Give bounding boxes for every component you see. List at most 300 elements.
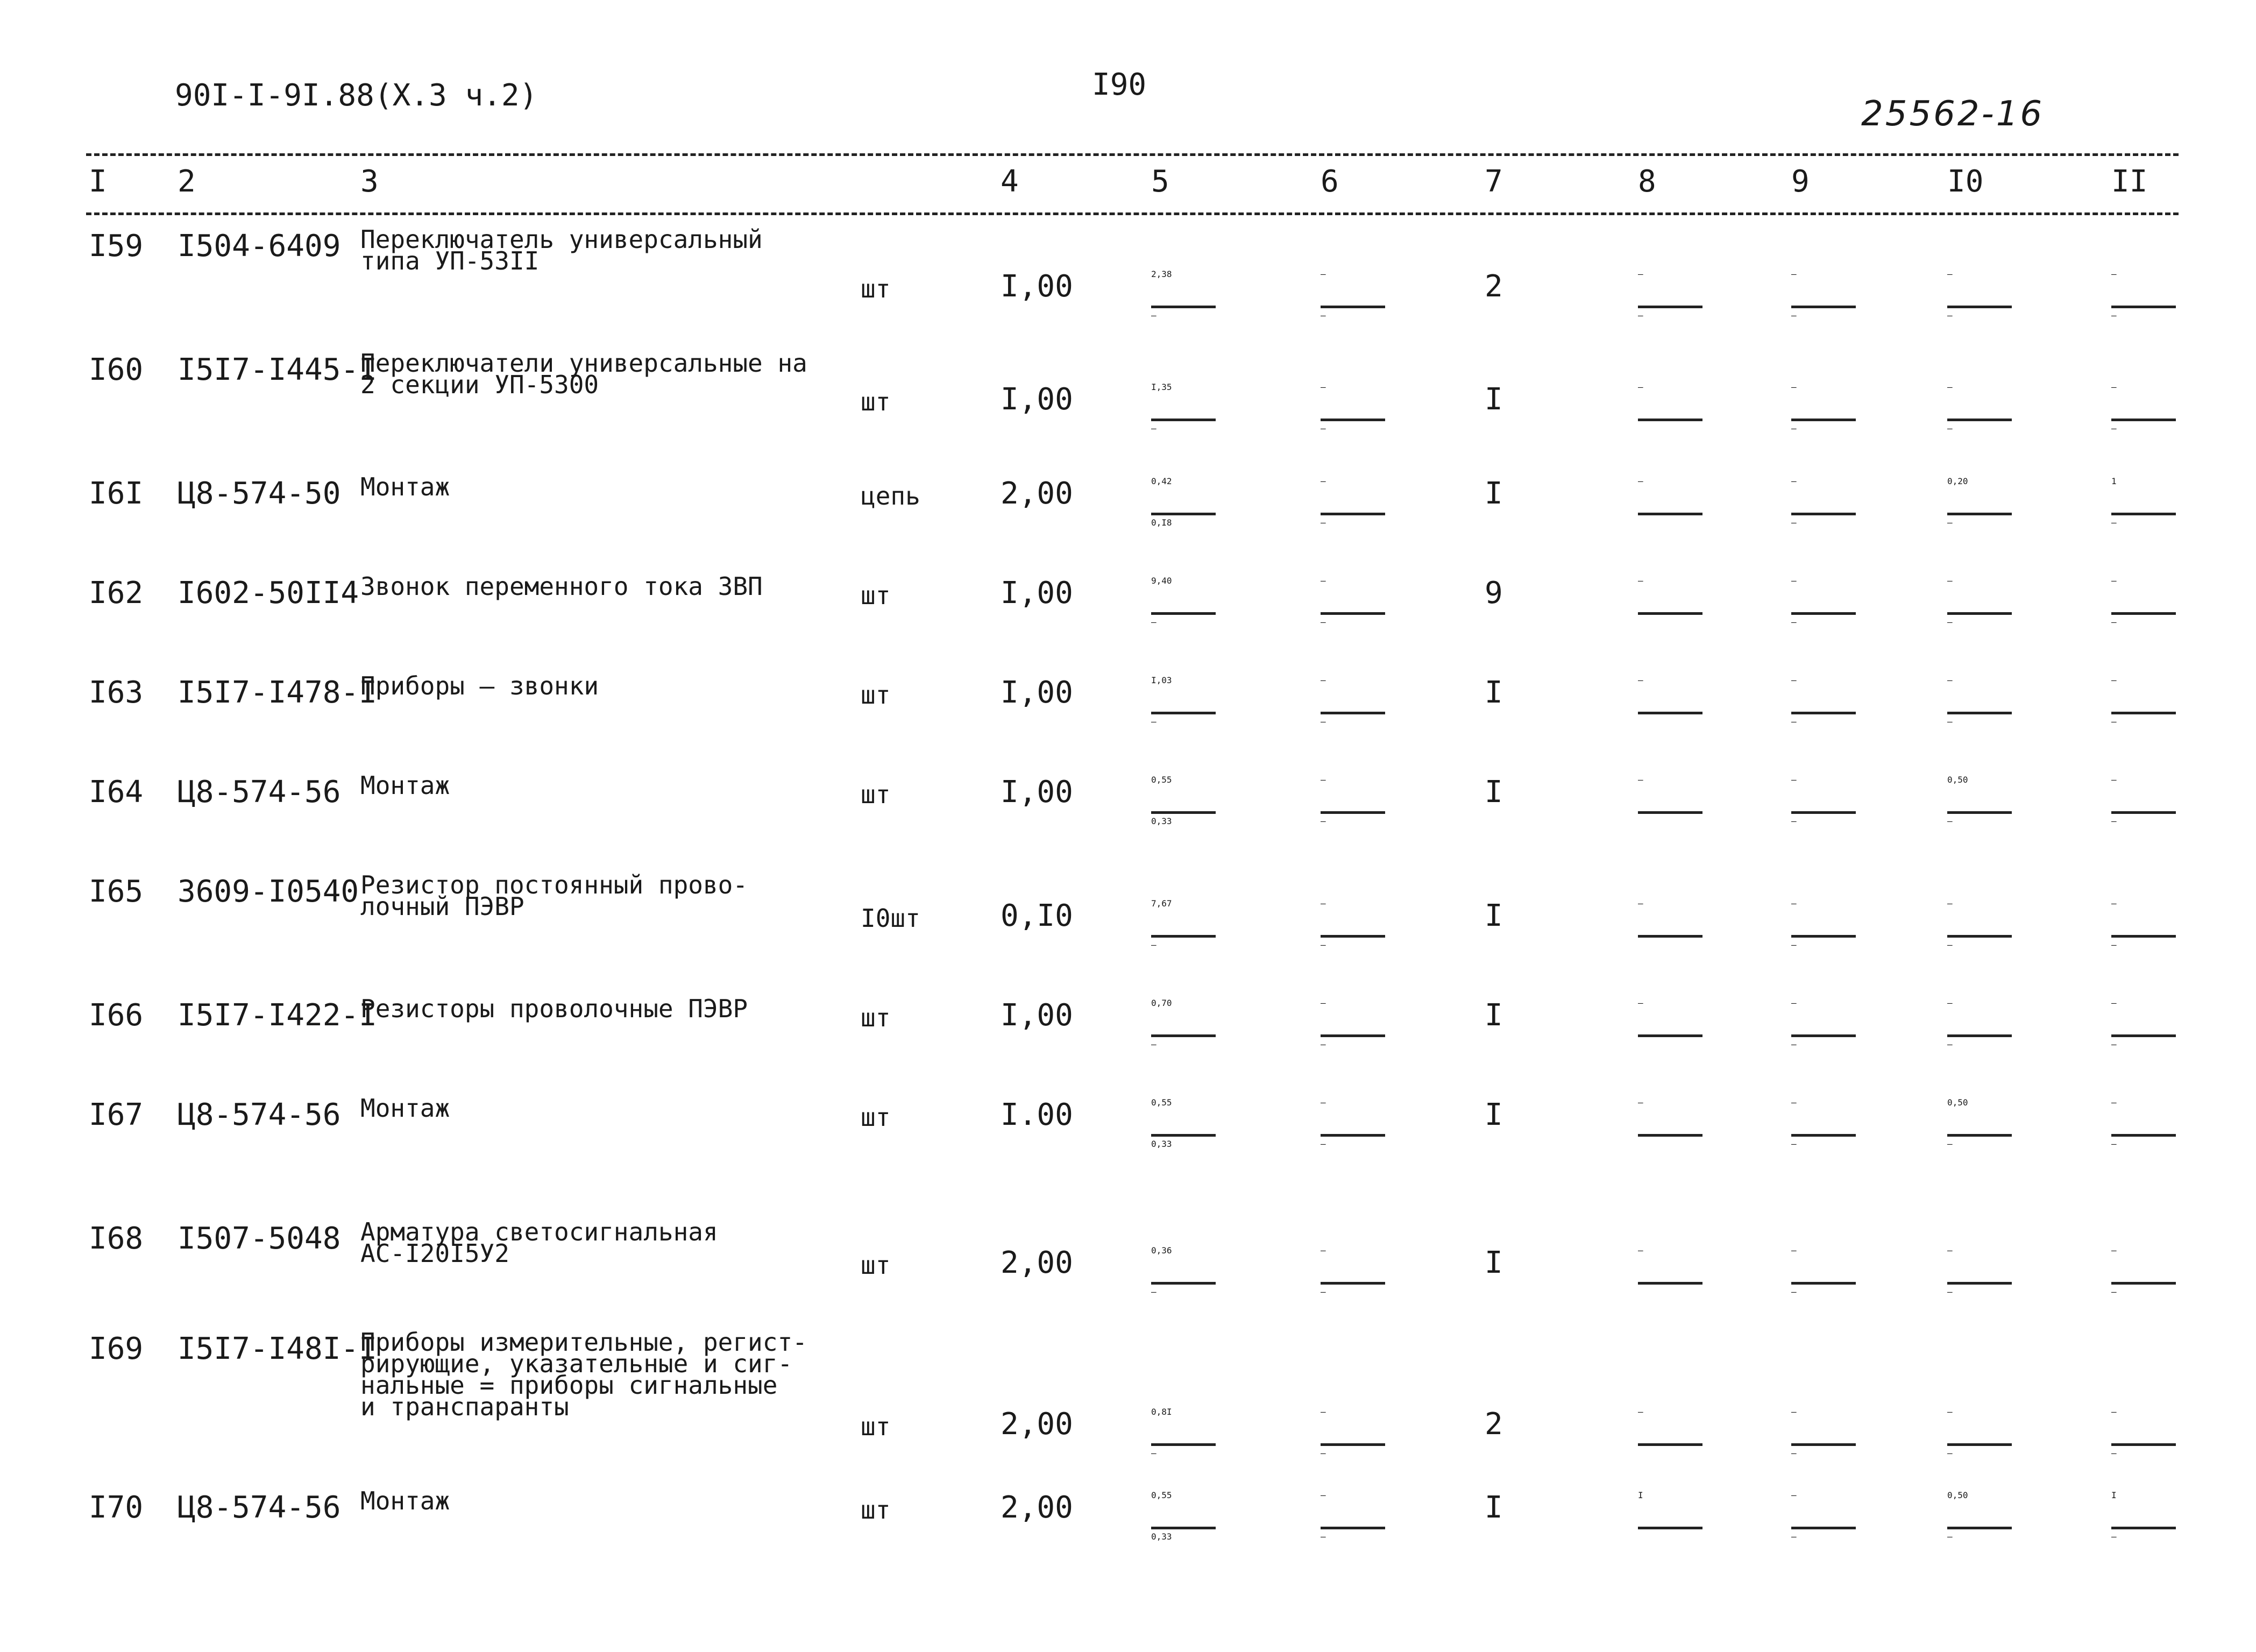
col6-value-denominator: – <box>1321 617 1326 627</box>
row-number: I59 <box>89 229 144 264</box>
col8-value-denominator <box>1638 1532 1708 1564</box>
col8-value-numerator: – <box>1638 775 1643 785</box>
col11-value <box>2111 382 2181 456</box>
col8-value-denominator: – <box>1638 310 1643 321</box>
col11-value-fraction-bar <box>2111 306 2176 308</box>
col5-value <box>1151 1490 1221 1564</box>
item-name-line: Переключатель универсальный <box>360 225 763 254</box>
column-header: 7 <box>1485 164 1503 199</box>
col5-value-numerator: 0,55 <box>1151 775 1172 785</box>
col10-value-denominator: – <box>1947 1287 1953 1297</box>
col10-value-fraction-bar <box>1947 612 2012 615</box>
quantity: I,00 <box>1001 675 1073 710</box>
item-name-line: Монтаж <box>360 1486 450 1515</box>
col9-value-fraction-bar <box>1791 935 1856 938</box>
col10-value-denominator: – <box>1947 310 1953 321</box>
quantity: 2,00 <box>1001 1490 1073 1525</box>
col6-value-denominator: – <box>1321 423 1326 434</box>
column-header: 8 <box>1638 164 1656 199</box>
col9-value-numerator: – <box>1791 269 1797 279</box>
row-number: I63 <box>89 675 144 710</box>
col5-value-numerator: 0,55 <box>1151 1490 1172 1500</box>
row-number: I69 <box>89 1331 144 1366</box>
col11-value-denominator: – <box>2111 423 2117 434</box>
col11-value-numerator: 1 <box>2111 476 2117 486</box>
col5-value <box>1151 576 1221 649</box>
col10-value-fraction-bar <box>1947 513 2012 515</box>
col5-value <box>1151 675 1221 749</box>
col6-value-fraction-bar <box>1321 1282 1385 1285</box>
col8-value-numerator: – <box>1638 998 1643 1008</box>
col5-value-denominator: 0,I8 <box>1151 517 1172 528</box>
col11-value-fraction-bar <box>2111 513 2176 515</box>
col5-value-fraction-bar <box>1151 1034 1216 1037</box>
col9-value <box>1791 1097 1861 1171</box>
unit: шт <box>861 680 891 710</box>
col5-value-denominator: – <box>1151 1039 1157 1050</box>
col5-value <box>1151 382 1221 456</box>
item-name <box>360 1094 450 1123</box>
col8-value <box>1638 998 1708 1072</box>
col8-value-numerator: – <box>1638 269 1643 279</box>
quantity: 2,00 <box>1001 1245 1073 1280</box>
col8-value-numerator: – <box>1638 1245 1643 1256</box>
col6-value <box>1321 775 1391 848</box>
document-code: 90I-I-9I.88(X.3 ч.2) <box>175 78 538 113</box>
col10-value-numerator: – <box>1947 675 1953 685</box>
col11-value-denominator: – <box>2111 940 2117 950</box>
item-code: I504-6409 <box>178 229 341 264</box>
col6-value <box>1321 382 1391 456</box>
col6-value-numerator: – <box>1321 382 1326 392</box>
col5-value-fraction-bar <box>1151 935 1216 938</box>
col11-value <box>2111 675 2181 749</box>
item-name <box>360 994 748 1023</box>
col6-value-denominator: – <box>1321 310 1326 321</box>
col11-value-numerator: I <box>2111 1490 2117 1500</box>
col7-value: I <box>1485 1097 1503 1132</box>
item-name-line: Монтаж <box>360 472 450 501</box>
col10-value-numerator: 0,50 <box>1947 1097 1968 1108</box>
unit: шт <box>861 1495 891 1525</box>
col5-value-numerator: 9,40 <box>1151 576 1172 586</box>
item-name-line: АС-I20I5У2 <box>360 1239 509 1268</box>
col10-value <box>1947 476 2017 550</box>
col5-value-denominator: – <box>1151 1287 1157 1297</box>
col10-value-denominator: – <box>1947 517 1953 528</box>
col9-value-fraction-bar <box>1791 811 1856 814</box>
col10-value-fraction-bar <box>1947 1282 2012 1285</box>
col9-value-denominator: – <box>1791 423 1797 434</box>
col11-value-numerator: – <box>2111 675 2117 685</box>
col6-value-denominator: – <box>1321 940 1326 950</box>
col10-value-numerator: – <box>1947 576 1953 586</box>
col5-value-denominator: 0,33 <box>1151 1532 1172 1542</box>
col9-value-fraction-bar <box>1791 1443 1856 1446</box>
row-number: I62 <box>89 576 144 611</box>
item-name <box>360 472 450 501</box>
col5-value-fraction-bar <box>1151 513 1216 515</box>
col7-value: 2 <box>1485 1407 1503 1442</box>
col8-value <box>1638 476 1708 550</box>
col11-value-fraction-bar <box>2111 935 2176 938</box>
col9-value <box>1791 382 1861 456</box>
col11-value-fraction-bar <box>2111 1134 2176 1137</box>
col8-value-denominator <box>1638 717 1708 749</box>
col7-value: 9 <box>1485 576 1503 611</box>
item-name-line: Переключатели универсальные на <box>360 349 807 378</box>
col5-value-numerator: 0,42 <box>1151 476 1172 486</box>
col7-value: I <box>1485 1245 1503 1280</box>
col5-value-numerator: 7,67 <box>1151 898 1172 909</box>
col5-value-fraction-bar <box>1151 306 1216 308</box>
item-name-line: Монтаж <box>360 1094 450 1123</box>
col8-value <box>1638 1407 1708 1480</box>
item-code: I5I7-I445-I <box>178 352 377 387</box>
item-name-line: 2 секции УП-5300 <box>360 370 599 399</box>
col8-value-denominator <box>1638 1139 1708 1171</box>
col8-value <box>1638 775 1708 848</box>
row-number: I64 <box>89 775 144 810</box>
col6-value <box>1321 998 1391 1072</box>
col6-value-fraction-bar <box>1321 1443 1385 1446</box>
column-header: 3 <box>360 164 379 199</box>
col9-value-denominator: – <box>1791 517 1797 528</box>
col6-value-numerator: – <box>1321 998 1326 1008</box>
col9-value-numerator: – <box>1791 898 1797 909</box>
col10-value-fraction-bar <box>1947 1527 2012 1529</box>
col8-value <box>1638 269 1708 343</box>
quantity: 0,I0 <box>1001 898 1073 933</box>
col5-value-fraction-bar <box>1151 612 1216 615</box>
col11-value-denominator: – <box>2111 1532 2117 1542</box>
unit: цепь <box>861 481 920 511</box>
col11-value <box>2111 476 2181 550</box>
col8-value-denominator <box>1638 617 1708 649</box>
quantity: I,00 <box>1001 576 1073 611</box>
col5-value-fraction-bar <box>1151 712 1216 714</box>
document-number: 25562-16 <box>1861 94 2045 134</box>
col11-value-fraction-bar <box>2111 811 2176 814</box>
col6-value <box>1321 576 1391 649</box>
col5-value <box>1151 476 1221 550</box>
col9-value <box>1791 576 1861 649</box>
col7-value: I <box>1485 775 1503 810</box>
quantity: I,00 <box>1001 269 1073 304</box>
page-number: I90 <box>1092 67 1147 102</box>
col10-value-numerator: 0,50 <box>1947 775 1968 785</box>
col9-value-numerator: – <box>1791 382 1797 392</box>
unit: шт <box>861 387 891 416</box>
col11-value <box>2111 775 2181 848</box>
col11-value-numerator: – <box>2111 775 2117 785</box>
item-code: I602-50II4 <box>178 576 359 611</box>
col7-value: I <box>1485 675 1503 710</box>
col6-value <box>1321 675 1391 749</box>
col9-value-fraction-bar <box>1791 306 1856 308</box>
col5-value <box>1151 898 1221 972</box>
col9-value-fraction-bar <box>1791 1527 1856 1529</box>
col6-value-denominator: – <box>1321 816 1326 826</box>
col9-value <box>1791 775 1861 848</box>
column-header: II <box>2111 164 2148 199</box>
row-number: I70 <box>89 1490 144 1525</box>
item-name <box>360 1486 450 1515</box>
col9-value-numerator: – <box>1791 675 1797 685</box>
col9-value-fraction-bar <box>1791 612 1856 615</box>
item-name <box>360 349 807 399</box>
col6-value-numerator: – <box>1321 576 1326 586</box>
col5-value-numerator: 2,38 <box>1151 269 1172 279</box>
row-number: I67 <box>89 1097 144 1132</box>
column-header: 4 <box>1001 164 1019 199</box>
col6-value-fraction-bar <box>1321 935 1385 938</box>
col10-value <box>1947 675 2017 749</box>
col11-value-numerator: – <box>2111 1407 2117 1417</box>
col9-value-fraction-bar <box>1791 419 1856 421</box>
col6-value <box>1321 1245 1391 1319</box>
col7-value: I <box>1485 998 1503 1033</box>
col11-value-numerator: – <box>2111 576 2117 586</box>
col10-value-denominator: – <box>1947 1039 1953 1050</box>
item-name-line: Приборы измерительные, регист- <box>360 1328 807 1357</box>
col6-value-denominator: – <box>1321 1532 1326 1542</box>
col6-value-denominator: – <box>1321 1287 1326 1297</box>
col6-value-fraction-bar <box>1321 1034 1385 1037</box>
col6-value-numerator: – <box>1321 1245 1326 1256</box>
col11-value-fraction-bar <box>2111 712 2176 714</box>
col8-value <box>1638 1097 1708 1171</box>
col10-value <box>1947 1097 2017 1171</box>
col10-value-denominator: – <box>1947 1139 1953 1149</box>
item-name <box>360 771 450 800</box>
col10-value-denominator: – <box>1947 617 1953 627</box>
col10-value-fraction-bar <box>1947 1134 2012 1137</box>
col5-value <box>1151 1097 1221 1171</box>
col8-value-numerator: I <box>1638 1490 1643 1500</box>
col10-value-fraction-bar <box>1947 935 2012 938</box>
col7-value: I <box>1485 476 1503 511</box>
col11-value <box>2111 1490 2181 1564</box>
item-code: Ц8-574-50 <box>178 476 341 511</box>
col8-value-numerator: – <box>1638 476 1643 486</box>
col6-value-numerator: – <box>1321 675 1326 685</box>
col6-value-fraction-bar <box>1321 811 1385 814</box>
col6-value-denominator: – <box>1321 1139 1326 1149</box>
col5-value-denominator: – <box>1151 310 1157 321</box>
col8-value-numerator: – <box>1638 1097 1643 1108</box>
col10-value <box>1947 775 2017 848</box>
unit: I0шт <box>861 904 920 933</box>
col9-value-numerator: – <box>1791 1490 1797 1500</box>
item-code: I5I7-I48I-I <box>178 1331 377 1366</box>
col5-value-fraction-bar <box>1151 811 1216 814</box>
col10-value-numerator: – <box>1947 1245 1953 1256</box>
col9-value-numerator: – <box>1791 998 1797 1008</box>
col8-value-denominator <box>1638 1448 1708 1480</box>
column-header: I <box>89 164 107 199</box>
col10-value-numerator: 0,20 <box>1947 476 1968 486</box>
col8-value-denominator <box>1638 1287 1708 1319</box>
col9-value-denominator: – <box>1791 1139 1797 1149</box>
col5-value-numerator: 0,8I <box>1151 1407 1172 1417</box>
col5-value-denominator: 0,33 <box>1151 1139 1172 1149</box>
unit: шт <box>861 1412 891 1441</box>
col6-value-numerator: – <box>1321 1097 1326 1108</box>
col9-value-denominator: – <box>1791 940 1797 950</box>
col8-value-fraction-bar <box>1638 612 1702 615</box>
col9-value-numerator: – <box>1791 1097 1797 1108</box>
col11-value <box>2111 1407 2181 1480</box>
col6-value <box>1321 269 1391 343</box>
col11-value <box>2111 998 2181 1072</box>
col11-value <box>2111 1245 2181 1319</box>
col6-value-numerator: – <box>1321 1407 1326 1417</box>
col10-value <box>1947 998 2017 1072</box>
item-code: I5I7-I478-I <box>178 675 377 710</box>
col6-value-numerator: – <box>1321 898 1326 909</box>
col11-value-denominator: – <box>2111 1287 2117 1297</box>
row-number: I65 <box>89 874 144 909</box>
col11-value-numerator: – <box>2111 1097 2117 1108</box>
col9-value-denominator: – <box>1791 1287 1797 1297</box>
col10-value <box>1947 898 2017 972</box>
col8-value-fraction-bar <box>1638 1034 1702 1037</box>
col11-value-fraction-bar <box>2111 1527 2176 1529</box>
col6-value-fraction-bar <box>1321 419 1385 421</box>
col5-value-denominator: – <box>1151 617 1157 627</box>
item-name-line: нальные = приборы сигнальные <box>360 1371 778 1400</box>
col8-value <box>1638 576 1708 649</box>
col9-value-fraction-bar <box>1791 1034 1856 1037</box>
col9-value-fraction-bar <box>1791 1134 1856 1137</box>
col11-value-fraction-bar <box>2111 1443 2176 1446</box>
col9-value <box>1791 1407 1861 1480</box>
col6-value-numerator: – <box>1321 775 1326 785</box>
col8-value-denominator <box>1638 940 1708 972</box>
col5-value-numerator: 0,55 <box>1151 1097 1172 1108</box>
col11-value-denominator: – <box>2111 717 2117 727</box>
col8-value-denominator <box>1638 423 1708 456</box>
item-name-line: Приборы – звонки <box>360 671 599 700</box>
col5-value <box>1151 269 1221 343</box>
col10-value-denominator: – <box>1947 816 1953 826</box>
col11-value-denominator: – <box>2111 617 2117 627</box>
col10-value <box>1947 1245 2017 1319</box>
item-name-line: Арматура светосигнальная <box>360 1217 718 1246</box>
col5-value-fraction-bar <box>1151 1443 1216 1446</box>
col9-value-numerator: – <box>1791 1407 1797 1417</box>
item-name-line: рирующие, указательные и сиг- <box>360 1349 793 1378</box>
col5-value-numerator: 0,36 <box>1151 1245 1172 1256</box>
col5-value-denominator: – <box>1151 717 1157 727</box>
col9-value-denominator: – <box>1791 1039 1797 1050</box>
col11-value <box>2111 269 2181 343</box>
col10-value-denominator: – <box>1947 1532 1953 1542</box>
col6-value-denominator: – <box>1321 517 1326 528</box>
col9-value <box>1791 269 1861 343</box>
header-rule-bottom <box>86 212 2179 215</box>
col6-value-fraction-bar <box>1321 612 1385 615</box>
column-header: 6 <box>1321 164 1339 199</box>
col11-value <box>2111 898 2181 972</box>
quantity: I.00 <box>1001 1097 1073 1132</box>
col6-value-denominator: – <box>1321 717 1326 727</box>
col5-value <box>1151 1245 1221 1319</box>
col9-value <box>1791 998 1861 1072</box>
col10-value-numerator: – <box>1947 1407 1953 1417</box>
col11-value-fraction-bar <box>2111 1034 2176 1037</box>
item-name <box>360 1328 807 1421</box>
col10-value-denominator: – <box>1947 1448 1953 1458</box>
col10-value <box>1947 1407 2017 1480</box>
col5-value-denominator: 0,33 <box>1151 816 1172 826</box>
header-rule-top <box>86 153 2179 156</box>
col9-value-denominator: – <box>1791 1448 1797 1458</box>
col5-value-fraction-bar <box>1151 1134 1216 1137</box>
col8-value-fraction-bar <box>1638 513 1702 515</box>
row-number: I60 <box>89 352 144 387</box>
col5-value <box>1151 998 1221 1072</box>
col11-value-numerator: – <box>2111 382 2117 392</box>
item-name-line: Монтаж <box>360 771 450 800</box>
item-name-line: и транспаранты <box>360 1392 569 1421</box>
unit: шт <box>861 780 891 809</box>
col8-value-fraction-bar <box>1638 1282 1702 1285</box>
col11-value-numerator: – <box>2111 898 2117 909</box>
col9-value-numerator: – <box>1791 576 1797 586</box>
col5-value-numerator: I,03 <box>1151 675 1172 685</box>
item-name-line: Резистор постоянный прово- <box>360 870 748 899</box>
col9-value-denominator: – <box>1791 310 1797 321</box>
col10-value-fraction-bar <box>1947 419 2012 421</box>
col6-value <box>1321 476 1391 550</box>
col8-value-denominator <box>1638 816 1708 848</box>
col10-value-fraction-bar <box>1947 306 2012 308</box>
item-name <box>360 572 763 601</box>
col6-value-fraction-bar <box>1321 1134 1385 1137</box>
col6-value <box>1321 898 1391 972</box>
column-header: 2 <box>178 164 196 199</box>
quantity: I,00 <box>1001 382 1073 417</box>
col6-value <box>1321 1097 1391 1171</box>
col11-value-numerator: – <box>2111 1245 2117 1256</box>
col10-value <box>1947 1490 2017 1564</box>
item-name-line: Резисторы проволочные ПЭВР <box>360 994 748 1023</box>
col9-value-numerator: – <box>1791 775 1797 785</box>
column-header: 5 <box>1151 164 1169 199</box>
quantity: I,00 <box>1001 998 1073 1033</box>
col10-value-denominator: – <box>1947 423 1953 434</box>
col10-value <box>1947 576 2017 649</box>
unit: шт <box>861 1103 891 1132</box>
item-code: 3609-I0540 <box>178 874 359 909</box>
col5-value-numerator: I,35 <box>1151 382 1172 392</box>
col5-value-denominator: – <box>1151 1448 1157 1458</box>
col8-value-numerator: – <box>1638 898 1643 909</box>
col10-value-numerator: – <box>1947 382 1953 392</box>
unit: шт <box>861 1251 891 1280</box>
col8-value-numerator: – <box>1638 382 1643 392</box>
col8-value <box>1638 1490 1708 1564</box>
col10-value-numerator: – <box>1947 898 1953 909</box>
col8-value-fraction-bar <box>1638 1527 1702 1529</box>
col10-value <box>1947 269 2017 343</box>
col11-value-denominator: – <box>2111 310 2117 321</box>
col8-value-numerator: – <box>1638 576 1643 586</box>
item-name-line: лочный ПЭВР <box>360 892 524 921</box>
quantity: 2,00 <box>1001 1407 1073 1442</box>
